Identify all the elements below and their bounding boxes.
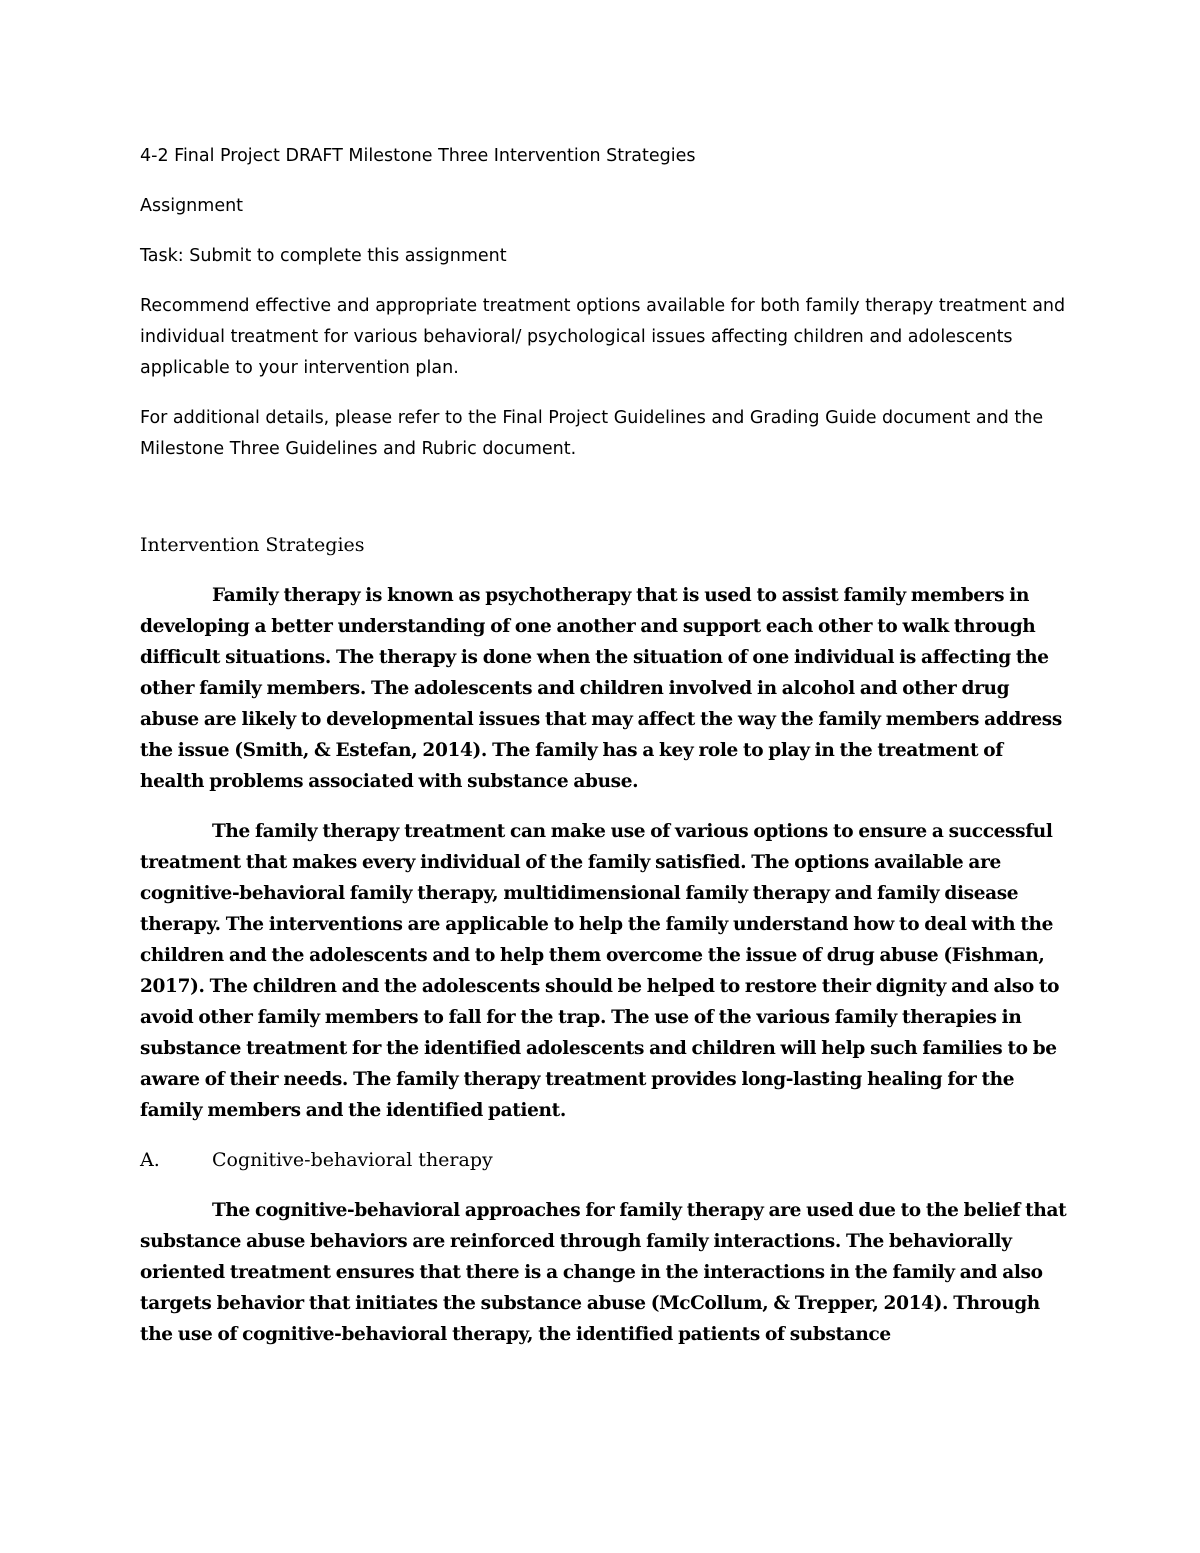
assignment-details: For additional details, please refer to the Final Project Guidelines and Grading Guide document and the Milestone Three Guidelines and Rubric document. xyxy=(140,408,1044,459)
essay-paragraph: The family therapy treatment can make use of various options to ensure a successful treatment that makes every individual of the family satisfied. The options available are cognitive-behavioral family therapy, multidimensional family therapy and family disease therapy. The interventions are applicable to help the family understand how to deal with the children and the adolescents and to help them overcome the issue of drug abuse (Fishman, 2017). The children and the adolescents should be helped to restore their dignity and also to avoid other family members to fall for the trap. The use of the various family therapies in substance treatment for the identified adolescents and children will help such families to be aware of their needs. The family therapy treatment provides long-lasting healing for the family members and the identified patient. xyxy=(140,821,1060,1121)
subsection-title: Cognitive-behavioral therapy xyxy=(212,1149,493,1171)
essay-paragraph: Family therapy is known as psychotherapy that is used to assist family members in developing a better understanding of one another and support each other to walk through difficult situations. The therapy is done when the situation of one individual is affecting the other family members. The adolescents and children involved in alcohol and other drug abuse are likely to developmental issues that may affect the way the family members address the issue (Smith, & Estefan, 2014). The family has a key role to play in the treatment of health problems associated with substance abuse. xyxy=(140,585,1062,792)
subsection-heading xyxy=(140,1145,1070,1176)
assignment-header xyxy=(140,141,1070,465)
essay-body xyxy=(140,530,1070,1350)
assignment-title: 4-2 Final Project DRAFT Milestone Three Intervention Strategies xyxy=(140,146,696,166)
section-heading: Intervention Strategies xyxy=(140,534,365,556)
essay-paragraph: The cognitive-behavioral approaches for family therapy are used due to the belief that substance abuse behaviors are reinforced through family interactions. The behaviorally oriented treatment ensures that there is a change in the interactions in the family and also targets behavior that initiates the substance abuse (McCollum, & Trepper, 2014). Through the use of cognitive-behavioral therapy, the identified patients of substance xyxy=(140,1200,1067,1345)
subsection-letter: A. xyxy=(140,1149,160,1171)
assignment-type-label: Assignment xyxy=(140,196,244,216)
assignment-task: Task: Submit to complete this assignment xyxy=(140,246,507,266)
assignment-instructions: Recommend effective and appropriate treatment options available for both family therapy treatment and individual treatment for various behavioral/ psychological issues affecting children and adolescents applicable to your intervention plan. xyxy=(140,296,1066,378)
